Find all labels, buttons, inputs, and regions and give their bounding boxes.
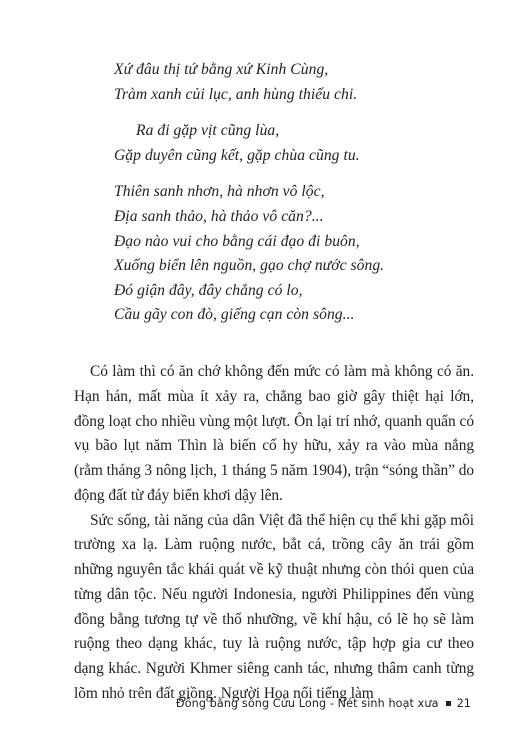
poem-stanza-3 (114, 180, 474, 328)
poem-line: Tràm xanh củi lục, anh hùng thiếu chi. (114, 85, 358, 103)
footer-square-separator (446, 701, 451, 706)
poem-line: Thiên sanh nhơn, hà nhơn vô lộc, (114, 183, 325, 201)
poem-line: Đạo nào vui cho bằng cái đạo đi buôn, (114, 232, 360, 250)
poem-line: Xuống biển lên nguồn, gạo chợ nước sông. (114, 257, 385, 275)
poem-stanza-1 (114, 58, 474, 107)
running-title: Đồng bằng sông Cửu Long - Nét sinh hoạt xưa (175, 697, 439, 710)
poem-line: Xứ đâu thị tứ bằng xứ Kinh Cùng, (114, 61, 329, 78)
poem-block (114, 58, 474, 340)
paragraph-1: Có làm thì có ăn chớ không đến mức có làm mà không có ăn. Hạn hán, mất mùa ít xảy ra, chẳng bao giờ gây thiệt hại lớn, đồng loạt cho nhiều vùng một lượt. Ôn lại trí nhớ, quanh quẩn có vụ bão lụt năm Thìn là biến cố hy hữu, xảy ra vào mùa nắng (rằm tháng 3 nông lịch, 1 tháng 5 năm 1904), trận “sóng thần” do động đất từ đáy biển khơi dậy lên. (74, 363, 474, 504)
page-footer (176, 697, 471, 710)
body-text (74, 360, 474, 707)
poem-line: Ra đi gặp vịt cũng lùa, (136, 122, 280, 140)
poem-stanza-2 (114, 119, 474, 168)
poem-line: Gặp duyên cũng kết, gặp chùa cũng tu. (114, 146, 360, 164)
poem-line: Đó giận đây, đây chẳng có lo, (114, 281, 303, 299)
poem-line: Địa sanh thảo, hà thảo vô căn?... (114, 207, 324, 225)
poem-line: Cầu gãy con đò, giếng cạn còn sông... (114, 306, 355, 324)
page-number: 21 (456, 697, 471, 710)
paragraph-2: Sức sống, tài năng của dân Việt đã thể hiện cụ thể khi gặp môi trường xa lạ. Làm ruộng nước, bắt cá, trồng cây ăn trái gồm những nguyên tắc khái quát về kỹ thuật nhưng còn thói quen của từng dân tộc. Nếu người Indonesia, người Philippines đến vùng đồng bằng tương tự về thổ nhưỡng, về khí hậu, có lẽ họ sẽ làm ruộng theo dạng khác, tuy là ruộng nước, tập hợp gia cư theo dạng khác. Người Khmer siêng canh tác, nhưng thâm canh từng lõm nhỏ trên đất giồng. Người Hoa nổi tiếng làm (74, 511, 474, 702)
